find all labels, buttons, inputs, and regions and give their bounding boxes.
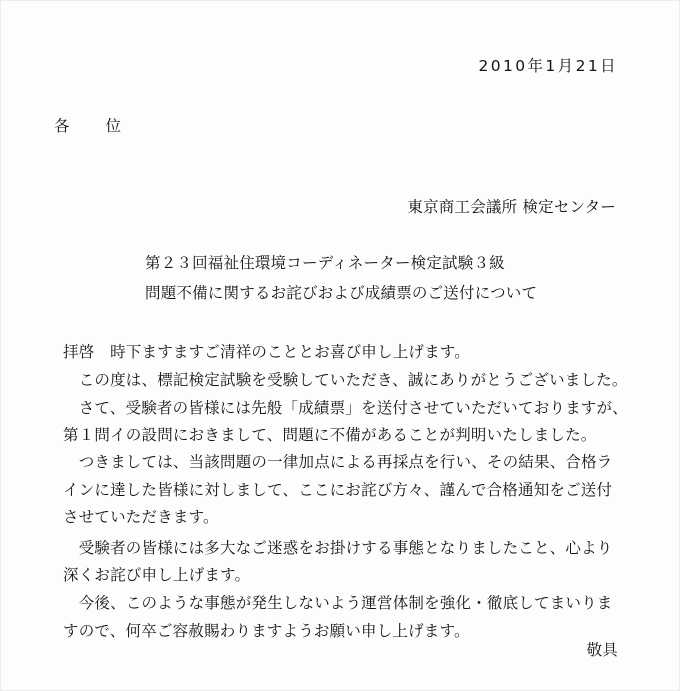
body-line: 受験者の皆様には多大なご迷惑をお掛けする事態となりましたこと、心より bbox=[63, 539, 613, 557]
body-line: つきましては、当該問題の一律加点による再採点を行い、その結果、合格ラ bbox=[63, 453, 613, 471]
body-line: 第１問イの設問におきまして、問題に不備があることが判明いたしました。 bbox=[63, 426, 597, 444]
body-line: させていただきます。 bbox=[63, 508, 219, 526]
sender: 東京商工会議所 検定センター bbox=[407, 198, 616, 216]
body-line: 拝啓 時下ますますご清祥のこととお喜び申し上げます。 bbox=[63, 343, 470, 361]
letter-title-line-1: 第２３回福祉住環境コーディネーター検定試験３級 bbox=[145, 254, 505, 272]
body-line: さて、受験者の皆様には先般「成績票」を送付させていただいておりますが、 bbox=[63, 399, 628, 417]
letter-date: 2010年1月21日 bbox=[478, 57, 618, 75]
body-line: この度は、標記検定試験を受験していただき、誠にありがとうございました。 bbox=[63, 371, 628, 389]
letter-title-line-2: 問題不備に関するお詫びおよび成績票のご送付について bbox=[145, 284, 538, 302]
addressee: 各位 bbox=[54, 117, 158, 135]
body-line: 今後、このような事態が発生しないよう運営体制を強化・徹底してまいりま bbox=[63, 594, 613, 612]
body-line: 深くお詫び申し上げます。 bbox=[63, 566, 251, 584]
body-line: インに達した皆様に対しまして、ここにお詫び方々、謹んで合格通知をご送付 bbox=[63, 481, 613, 499]
body-line: すので、何卒ご容赦賜わりますようお願い申し上げます。 bbox=[63, 622, 470, 640]
closing: 敬具 bbox=[586, 641, 618, 659]
